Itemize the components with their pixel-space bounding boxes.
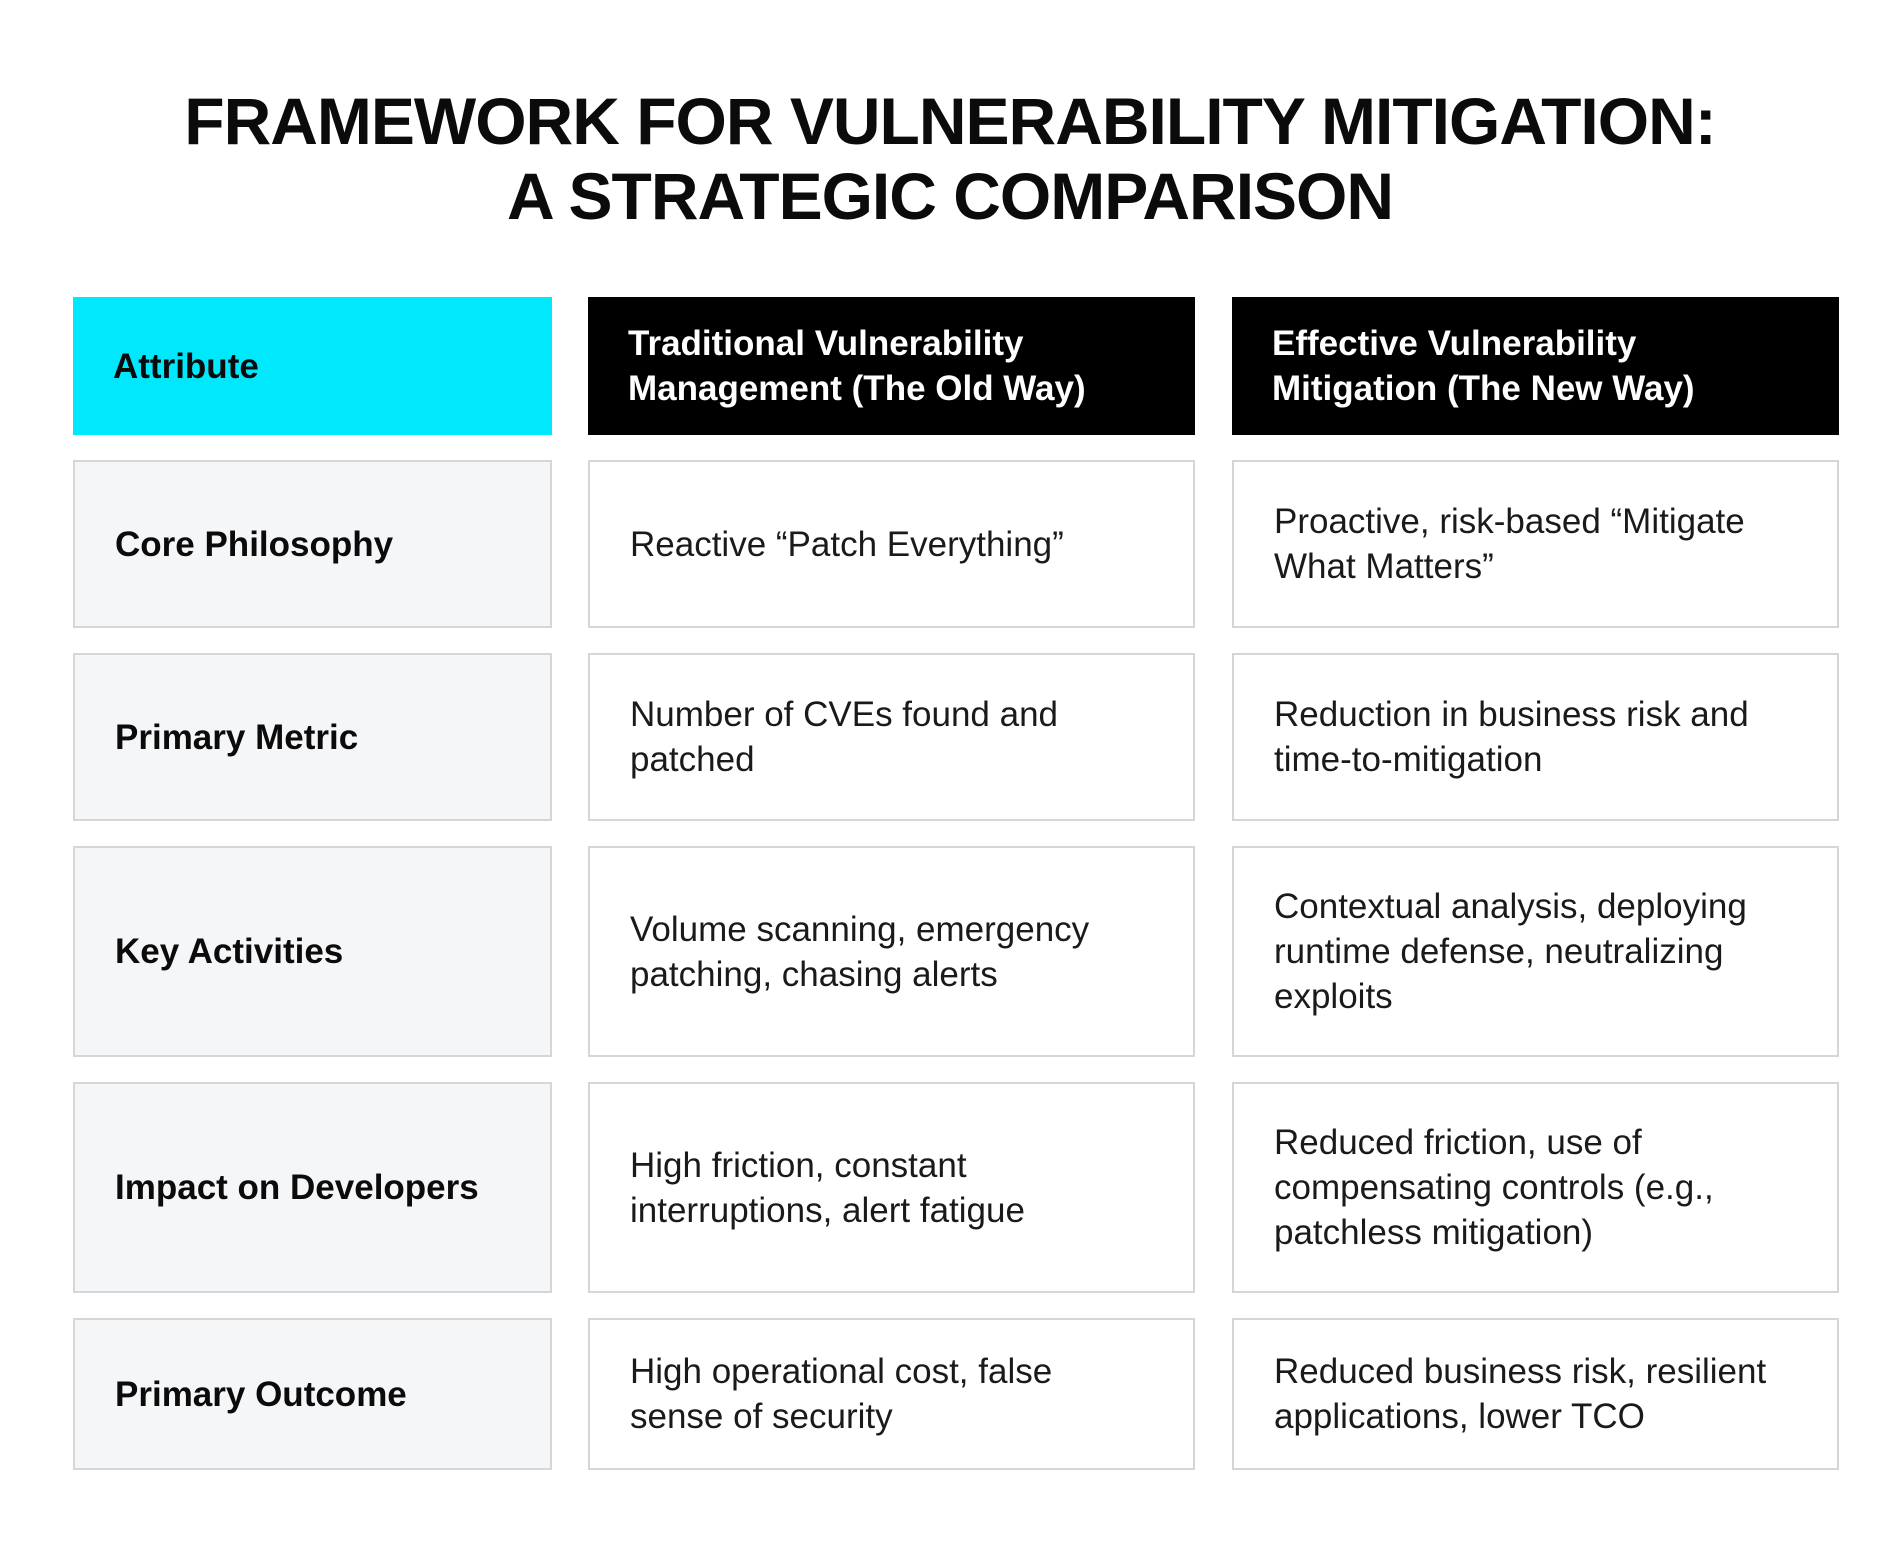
old-way-text: High operational cost, false sense of security — [630, 1352, 1053, 1436]
attribute-label: Core Philosophy — [115, 524, 394, 564]
old-way-text: Reactive “Patch Everything” — [630, 524, 1064, 564]
table-cell-new-way — [1232, 1318, 1839, 1470]
old-way-text: High friction, constant interruptions, alert fatigue — [630, 1145, 1025, 1230]
table-cell-old-way — [588, 653, 1195, 821]
table-row-attribute — [73, 1318, 552, 1470]
header-new-way-label: Effective Vulnerability Mitigation (The New Way) — [1272, 324, 1695, 408]
new-way-text: Proactive, risk-based “Mitigate What Matters” — [1274, 502, 1745, 586]
header-new-way — [1232, 297, 1839, 435]
table-cell-new-way — [1232, 653, 1839, 821]
new-way-text: Reduction in business risk and time-to-mitigation — [1274, 695, 1749, 779]
table-cell-old-way — [588, 1318, 1195, 1470]
new-way-text: Reduced business risk, resilient applications, lower TCO — [1274, 1352, 1767, 1436]
table-cell-old-way — [588, 460, 1195, 628]
header-old-way — [588, 297, 1195, 435]
header-attribute — [73, 297, 552, 435]
attribute-label: Impact on Developers — [115, 1168, 479, 1207]
page-title — [0, 84, 1900, 234]
attribute-label: Primary Metric — [115, 717, 359, 757]
table-row-attribute — [73, 653, 552, 821]
table-cell-old-way — [588, 1082, 1195, 1293]
table-cell-new-way — [1232, 1082, 1839, 1293]
table-cell-new-way — [1232, 846, 1839, 1057]
table-cell-new-way — [1232, 460, 1839, 628]
table-row-attribute — [73, 846, 552, 1057]
header-old-way-label: Traditional Vulnerability Management (The Old Way) — [628, 324, 1086, 408]
title-line-1: FRAMEWORK FOR VULNERABILITY MITIGATION: — [184, 84, 1716, 158]
header-attribute-label: Attribute — [113, 346, 259, 386]
table-cell-old-way — [588, 846, 1195, 1057]
table-row-attribute — [73, 460, 552, 628]
title-line-2: A STRATEGIC COMPARISON — [506, 159, 1394, 233]
attribute-label: Primary Outcome — [115, 1374, 407, 1414]
table-row-attribute — [73, 1082, 552, 1293]
new-way-text: Reduced friction, use of compensating controls (e.g., patchless mitigation) — [1274, 1123, 1714, 1252]
old-way-text: Number of CVEs found and patched — [630, 695, 1059, 779]
old-way-text: Volume scanning, emergency patching, chasing alerts — [630, 909, 1090, 994]
attribute-label: Key Activities — [115, 932, 344, 971]
new-way-text: Contextual analysis, deploying runtime defense, neutralizing exploits — [1274, 887, 1747, 1016]
